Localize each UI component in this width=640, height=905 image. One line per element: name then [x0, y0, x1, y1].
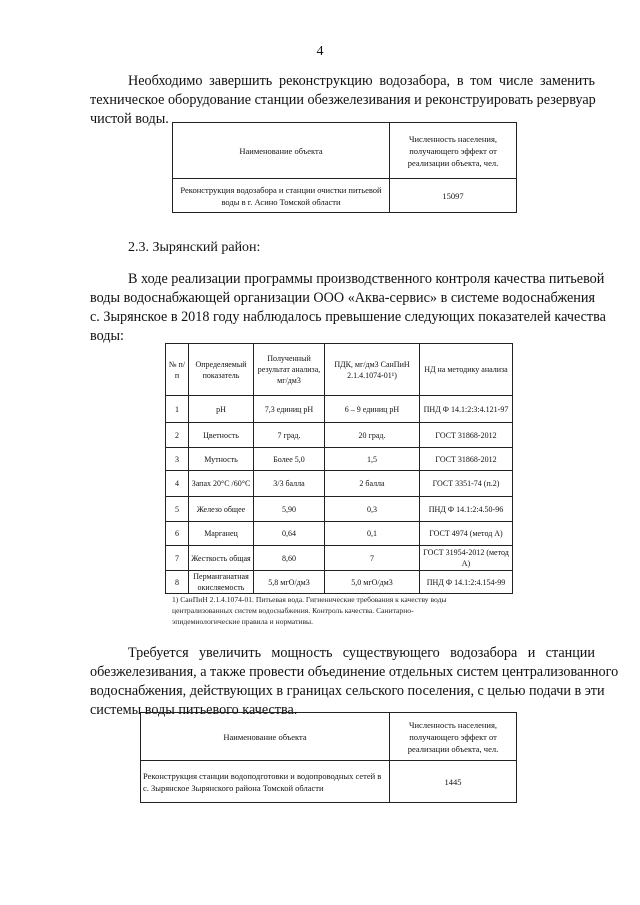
table2-cell: 3/3 балла — [254, 471, 325, 497]
closing-line-3: водоснабжения, действующих в границах сельского поселения, с целью подачи в эти — [90, 683, 605, 699]
table2-cell: Мутность — [189, 448, 254, 471]
table2-cell: ГОСТ 3351-74 (п.2) — [420, 471, 513, 497]
table2-cell: ПНД Ф 14.1:2:4.50-96 — [420, 497, 513, 522]
closing-line-4: системы воды питьевого качества. — [90, 702, 298, 718]
table2-cell: ГОСТ 31954-2012 (метод А) — [420, 546, 513, 571]
table2-cell: Более 5,0 — [254, 448, 325, 471]
table2-cell: Марганец — [189, 522, 254, 546]
table2-header-method: НД на методику анализа — [420, 344, 513, 396]
table2-cell: 2 — [166, 423, 189, 448]
table1-header-population: Численность населения, получающего эффект от реализации объекта, чел. — [390, 123, 517, 179]
table-row — [166, 471, 513, 497]
intro-line-2: техническое оборудование станции обезжелезивания и реконструировать резервуар — [90, 92, 596, 108]
table-quality — [165, 343, 513, 594]
table2-cell: Перманганатная окисляемость — [189, 571, 254, 594]
table2-header-indicator: Определяемый показатель — [189, 344, 254, 396]
table-row — [166, 546, 513, 571]
table2-cell: 8,60 — [254, 546, 325, 571]
table2-cell: 5,90 — [254, 497, 325, 522]
table-row — [166, 448, 513, 471]
table2-cell: 5,0 мгО/дм3 — [325, 571, 420, 594]
table1-header-name: Наименование объекта — [173, 123, 390, 179]
table2-cell: 5 — [166, 497, 189, 522]
table-zyryanskoe — [140, 712, 517, 803]
table2-header-row — [166, 344, 513, 396]
table1-population: 15097 — [390, 179, 517, 213]
table3-object-name: Реконструкция станции водоподготовки и водопроводных сетей в с. Зырянское Зырянского района Томской области — [141, 761, 390, 803]
table-row — [166, 423, 513, 448]
table2-cell: 0,1 — [325, 522, 420, 546]
footnote — [172, 594, 542, 627]
table2-cell: 1,5 — [325, 448, 420, 471]
footnote-line-1: 1) СанПиН 2.1.4.1074-01. Питьевая вода. Гигиенические требования к качеству воды — [172, 595, 447, 604]
table2-cell: 20 град. — [325, 423, 420, 448]
table2-cell: 6 – 9 единиц pH — [325, 396, 420, 423]
table2-cell: pH — [189, 396, 254, 423]
table2-cell: 7 — [166, 546, 189, 571]
table2-cell: 7,3 единиц pH — [254, 396, 325, 423]
table2-cell: 3 — [166, 448, 189, 471]
table2-cell: ГОСТ 31868-2012 — [420, 423, 513, 448]
closing-paragraph — [90, 644, 619, 720]
section-heading: 2.3. Зырянский район: — [128, 240, 261, 255]
table3-population: 1445 — [390, 761, 517, 803]
footnote-line-2: централизованных систем водоснабжения. Контроль качества. Санитарно- — [172, 606, 414, 615]
intro-line-3: чистой воды. — [90, 111, 169, 127]
table-row — [166, 396, 513, 423]
table2-cell: 2 балла — [325, 471, 420, 497]
table2-header-pdk: ПДК, мг/дм3 СанПиН 2.1.4.1074-01¹) — [325, 344, 420, 396]
table2-cell: ПНД Ф 14.1:2:3:4.121-97 — [420, 396, 513, 423]
table2-cell: 8 — [166, 571, 189, 594]
table2-cell: Железо общее — [189, 497, 254, 522]
table-row — [166, 522, 513, 546]
section-line-3: с. Зырянское в 2018 году наблюдалось превышение следующих показателей качества — [90, 309, 606, 325]
table2-cell: ГОСТ 31868-2012 — [420, 448, 513, 471]
table3-header-population: Численность населения, получающего эффект от реализации объекта, чел. — [390, 713, 517, 761]
section-line-2: воды водоснабжающей организации ООО «Аква-сервис» в системе водоснабжения — [90, 290, 595, 306]
table2-cell: ПНД Ф 14.1:2:4.154-99 — [420, 571, 513, 594]
table2-cell: ГОСТ 4974 (метод А) — [420, 522, 513, 546]
table2-cell: Цветность — [189, 423, 254, 448]
table1-object-name: Реконструкция водозабора и станции очистки питьевой воды в г. Асино Томской области — [173, 179, 390, 213]
table2-cell: 4 — [166, 471, 189, 497]
table2-cell: 1 — [166, 396, 189, 423]
table-row — [166, 497, 513, 522]
table-asino — [172, 122, 517, 213]
closing-line-1: Требуется увеличить мощность существующего водозабора и станции — [128, 645, 595, 661]
section-paragraph — [90, 270, 606, 346]
section-line-4: воды: — [90, 328, 124, 344]
table2-cell: 5,8 мгО/дм3 — [254, 571, 325, 594]
table3-header-name: Наименование объекта — [141, 713, 390, 761]
table2-header-num: № п/п — [166, 344, 189, 396]
table2-cell: 0,3 — [325, 497, 420, 522]
closing-line-2: обезжелезивания, а также провести объединение отдельных систем централизованного — [90, 664, 619, 680]
table2-cell: 0,64 — [254, 522, 325, 546]
section-line-1: В ходе реализации программы производственного контроля качества питьевой — [128, 271, 605, 287]
table2-cell: 7 град. — [254, 423, 325, 448]
table2-cell: Запах 20°С /60°С — [189, 471, 254, 497]
intro-line-1: Необходимо завершить реконструкцию водозабора, в том числе заменить — [128, 73, 595, 89]
table2-header-result: Полученный результат анализа, мг/дм3 — [254, 344, 325, 396]
table-row — [166, 571, 513, 594]
intro-paragraph — [90, 72, 595, 129]
table2-cell: 7 — [325, 546, 420, 571]
footnote-line-3: эпидемиологические правила и нормативы. — [172, 617, 314, 626]
page-number: 4 — [316, 44, 324, 59]
table2-cell: 6 — [166, 522, 189, 546]
table2-cell: Жесткость общая — [189, 546, 254, 571]
